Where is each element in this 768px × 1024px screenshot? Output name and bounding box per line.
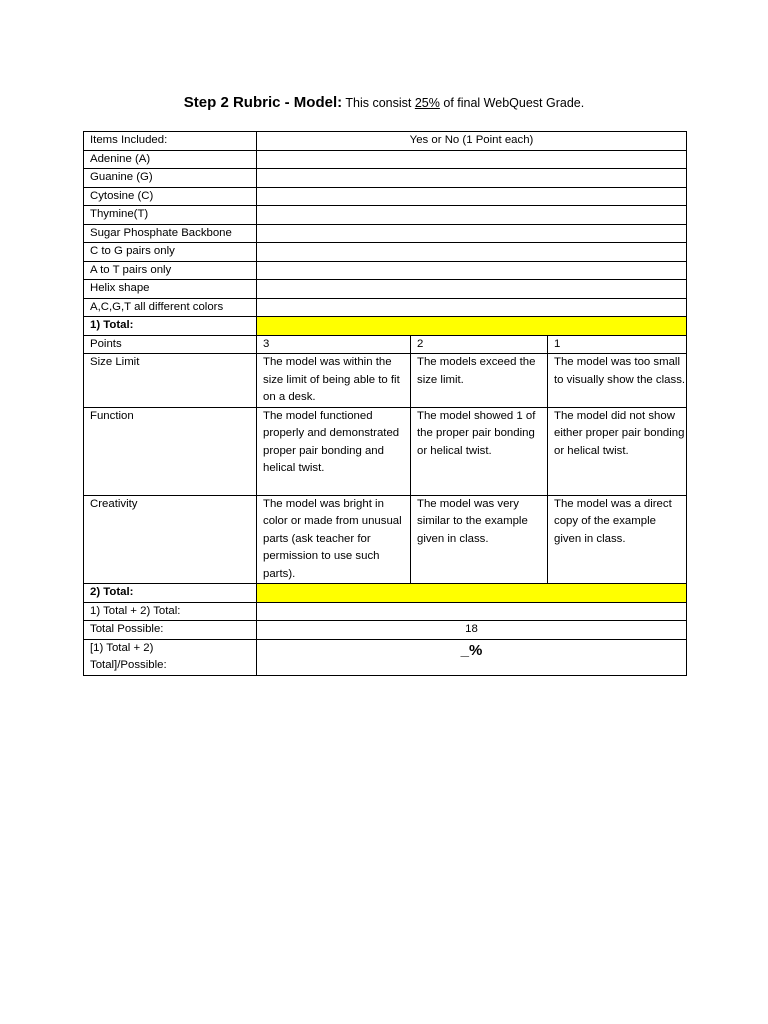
points-1-header: 1 bbox=[548, 335, 687, 354]
criterion-desc-2: The model showed 1 of the proper pair bonding or helical twist. bbox=[411, 407, 548, 495]
item-score-cell[interactable] bbox=[257, 298, 687, 317]
item-label: A,C,G,T all different colors bbox=[84, 298, 257, 317]
total2-value-cell[interactable] bbox=[257, 584, 687, 603]
total-sum-label: 1) Total + 2) Total: bbox=[84, 602, 257, 621]
title-post: of final WebQuest Grade. bbox=[443, 96, 585, 110]
criterion-label: Creativity bbox=[84, 495, 257, 584]
item-label: Helix shape bbox=[84, 280, 257, 299]
items-header-row bbox=[84, 132, 687, 151]
criterion-desc-3: The model was bright in color or made from unusual parts (ask teacher for permission to use such parts). bbox=[257, 495, 411, 584]
total-possible-row bbox=[84, 621, 687, 640]
ratio-row bbox=[84, 639, 687, 675]
item-score-cell[interactable] bbox=[257, 206, 687, 225]
criterion-desc-3: The model was within the size limit of being able to fit on a desk. bbox=[257, 354, 411, 408]
item-row bbox=[84, 280, 687, 299]
total1-label: 1) Total: bbox=[84, 317, 257, 336]
points-header-label: Points bbox=[84, 335, 257, 354]
item-label: Cytosine (C) bbox=[84, 187, 257, 206]
item-label: Guanine (G) bbox=[84, 169, 257, 188]
ratio-label bbox=[84, 639, 257, 675]
item-row bbox=[84, 261, 687, 280]
total2-label: 2) Total: bbox=[84, 584, 257, 603]
items-header-label: Items Included: bbox=[84, 132, 257, 151]
item-score-cell[interactable] bbox=[257, 243, 687, 262]
item-row bbox=[84, 187, 687, 206]
criterion-desc-2: The models exceed the size limit. bbox=[411, 354, 548, 408]
item-row bbox=[84, 243, 687, 262]
total-sum-row bbox=[84, 602, 687, 621]
item-row bbox=[84, 224, 687, 243]
item-score-cell[interactable] bbox=[257, 187, 687, 206]
item-score-cell[interactable] bbox=[257, 224, 687, 243]
item-score-cell[interactable] bbox=[257, 261, 687, 280]
points-2-header: 2 bbox=[411, 335, 548, 354]
criterion-row-function bbox=[84, 407, 687, 495]
item-score-cell[interactable] bbox=[257, 169, 687, 188]
total2-row bbox=[84, 584, 687, 603]
item-row bbox=[84, 169, 687, 188]
item-row bbox=[84, 298, 687, 317]
criterion-row-creativity bbox=[84, 495, 687, 584]
item-label: Sugar Phosphate Backbone bbox=[84, 224, 257, 243]
criterion-desc-1: The model was too small to visually show the class. bbox=[548, 354, 687, 408]
item-row bbox=[84, 206, 687, 225]
total-possible-label: Total Possible: bbox=[84, 621, 257, 640]
title-pre: This consist bbox=[345, 96, 412, 110]
ratio-label-line1: [1) Total + 2) bbox=[90, 641, 154, 654]
item-score-cell[interactable] bbox=[257, 280, 687, 299]
item-label: Adenine (A) bbox=[84, 150, 257, 169]
rubric-table bbox=[83, 131, 687, 676]
item-label: Thymine(T) bbox=[84, 206, 257, 225]
document-title bbox=[0, 94, 768, 111]
total1-value-cell[interactable] bbox=[257, 317, 687, 336]
item-score-cell[interactable] bbox=[257, 150, 687, 169]
criterion-desc-2: The model was very similar to the example given in class. bbox=[411, 495, 548, 584]
ratio-value: _% bbox=[257, 639, 687, 675]
criterion-row-size bbox=[84, 354, 687, 408]
items-header-scoring: Yes or No (1 Point each) bbox=[257, 132, 687, 151]
total1-row bbox=[84, 317, 687, 336]
points-header-row bbox=[84, 335, 687, 354]
points-3-header: 3 bbox=[257, 335, 411, 354]
criterion-label: Function bbox=[84, 407, 257, 495]
item-label: A to T pairs only bbox=[84, 261, 257, 280]
item-label: C to G pairs only bbox=[84, 243, 257, 262]
ratio-label-line2: Total]/Possible: bbox=[90, 659, 167, 671]
criterion-desc-1: The model was a direct copy of the example given in class. bbox=[548, 495, 687, 584]
criterion-desc-3: The model functioned properly and demonstrated proper pair bonding and helical twist. bbox=[257, 407, 411, 495]
criterion-desc-1: The model did not show either proper pair bonding or helical twist. bbox=[548, 407, 687, 495]
title-main: Step 2 Rubric - Model: bbox=[183, 94, 343, 111]
item-row bbox=[84, 150, 687, 169]
total-possible-value: 18 bbox=[257, 621, 687, 640]
criterion-label: Size Limit bbox=[84, 354, 257, 408]
total-sum-value-cell[interactable] bbox=[257, 602, 687, 621]
title-percent: 25% bbox=[414, 96, 440, 110]
